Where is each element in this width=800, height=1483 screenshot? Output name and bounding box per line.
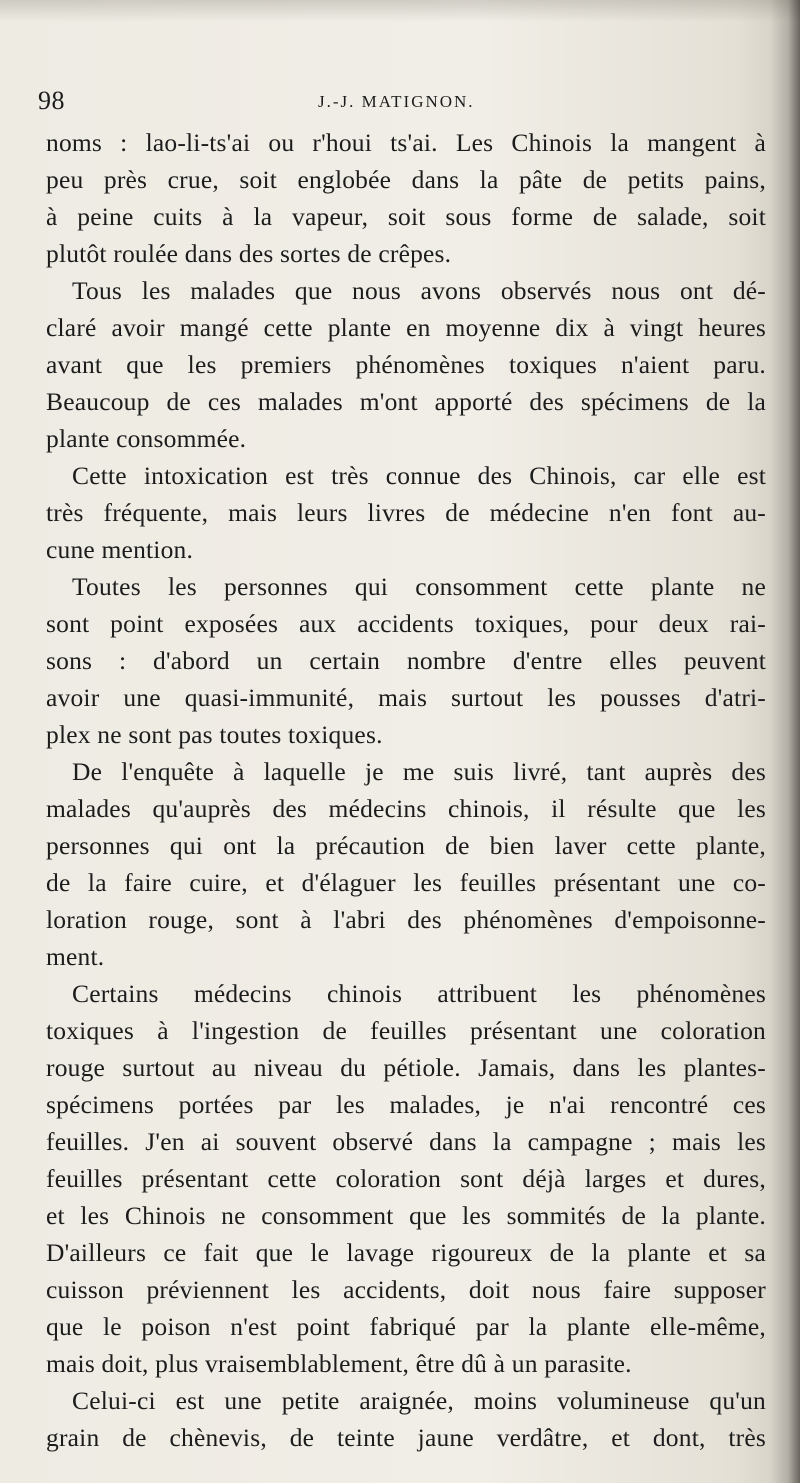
text-line: D'ailleurs ce fait que le lavage rigoureux de la plante et sa xyxy=(46,1238,766,1267)
text-line: personnes qui ont la précaution de bien laver cette plante, xyxy=(46,831,766,860)
text-line: claré avoir mangé cette plante en moyenne dix à vingt heures xyxy=(46,313,766,342)
text-line: que le poison n'est point fabriqué par la plante elle-même, xyxy=(46,1312,766,1341)
running-title: J.-J. MATIGNON. xyxy=(318,92,475,111)
text-line: sons : d'abord un certain nombre d'entre elles peuvent xyxy=(46,646,766,675)
text-line: plante consommée. xyxy=(46,424,247,453)
text-line: loration rouge, sont à l'abri des phénomènes d'empoisonne- xyxy=(46,905,766,934)
text-line: et les Chinois ne consomment que les sommités de la plante. xyxy=(46,1201,766,1230)
page-top-shadow xyxy=(0,0,800,22)
text-line: noms : lao-li-ts'ai ou r'houi ts'ai. Les Chinois la mangent à xyxy=(46,128,766,157)
text-line: De l'enquête à laquelle je me suis livré, tant auprès des xyxy=(72,757,766,786)
text-line: ment. xyxy=(46,942,105,971)
text-line: feuilles. J'en ai souvent observé dans la campagne ; mais les xyxy=(46,1127,766,1156)
text-line: plex ne sont pas toutes toxiques. xyxy=(46,720,383,749)
text-line: rouge surtout au niveau du pétiole. Jamais, dans les plantes- xyxy=(46,1053,766,1082)
text-line: Celui-ci est une petite araignée, moins volumineuse qu'un xyxy=(72,1386,766,1415)
text-line: avant que les premiers phénomènes toxiques n'aient paru. xyxy=(46,350,766,379)
text-line: cune mention. xyxy=(46,535,194,564)
binding-shadow xyxy=(770,0,800,1483)
text-line: Tous les malades que nous avons observés nous ont dé- xyxy=(72,276,766,305)
text-line: malades qu'auprès des médecins chinois, il résulte que les xyxy=(46,794,766,823)
text-line: grain de chènevis, de teinte jaune verdâtre, et dont, très xyxy=(46,1423,766,1452)
body-text xyxy=(46,124,766,1456)
text-line: avoir une quasi-immunité, mais surtout les pousses d'atri- xyxy=(46,683,766,712)
text-line: feuilles présentant cette coloration sont déjà larges et dures, xyxy=(46,1164,766,1193)
text-line: Cette intoxication est très connue des Chinois, car elle est xyxy=(72,461,766,490)
text-line: à peine cuits à la vapeur, soit sous forme de salade, soit xyxy=(46,202,766,231)
text-line: Certains médecins chinois attribuent les phénomènes xyxy=(72,979,766,1008)
text-line: toxiques à l'ingestion de feuilles présentant une coloration xyxy=(46,1016,766,1045)
text-line: très fréquente, mais leurs livres de médecine n'en font au- xyxy=(46,498,766,527)
text-line: plutôt roulée dans des sortes de crêpes. xyxy=(46,239,452,268)
text-line: de la faire cuire, et d'élaguer les feuilles présentant une co- xyxy=(46,868,766,897)
text-line: peu près crue, soit englobée dans la pâte de petits pains, xyxy=(46,165,766,194)
page-number: 98 xyxy=(38,86,65,115)
text-line: Beaucoup de ces malades m'ont apporté des spécimens de la xyxy=(46,387,766,416)
text-line: spécimens portées par les malades, je n'ai rencontré ces xyxy=(46,1090,766,1119)
text-line: cuisson préviennent les accidents, doit nous faire supposer xyxy=(46,1275,766,1304)
text-line: Toutes les personnes qui consomment cette plante ne xyxy=(72,572,766,601)
text-line: sont point exposées aux accidents toxiques, pour deux rai- xyxy=(46,609,766,638)
text-line: mais doit, plus vraisemblablement, être dû à un parasite. xyxy=(46,1349,632,1378)
running-head xyxy=(38,86,758,120)
